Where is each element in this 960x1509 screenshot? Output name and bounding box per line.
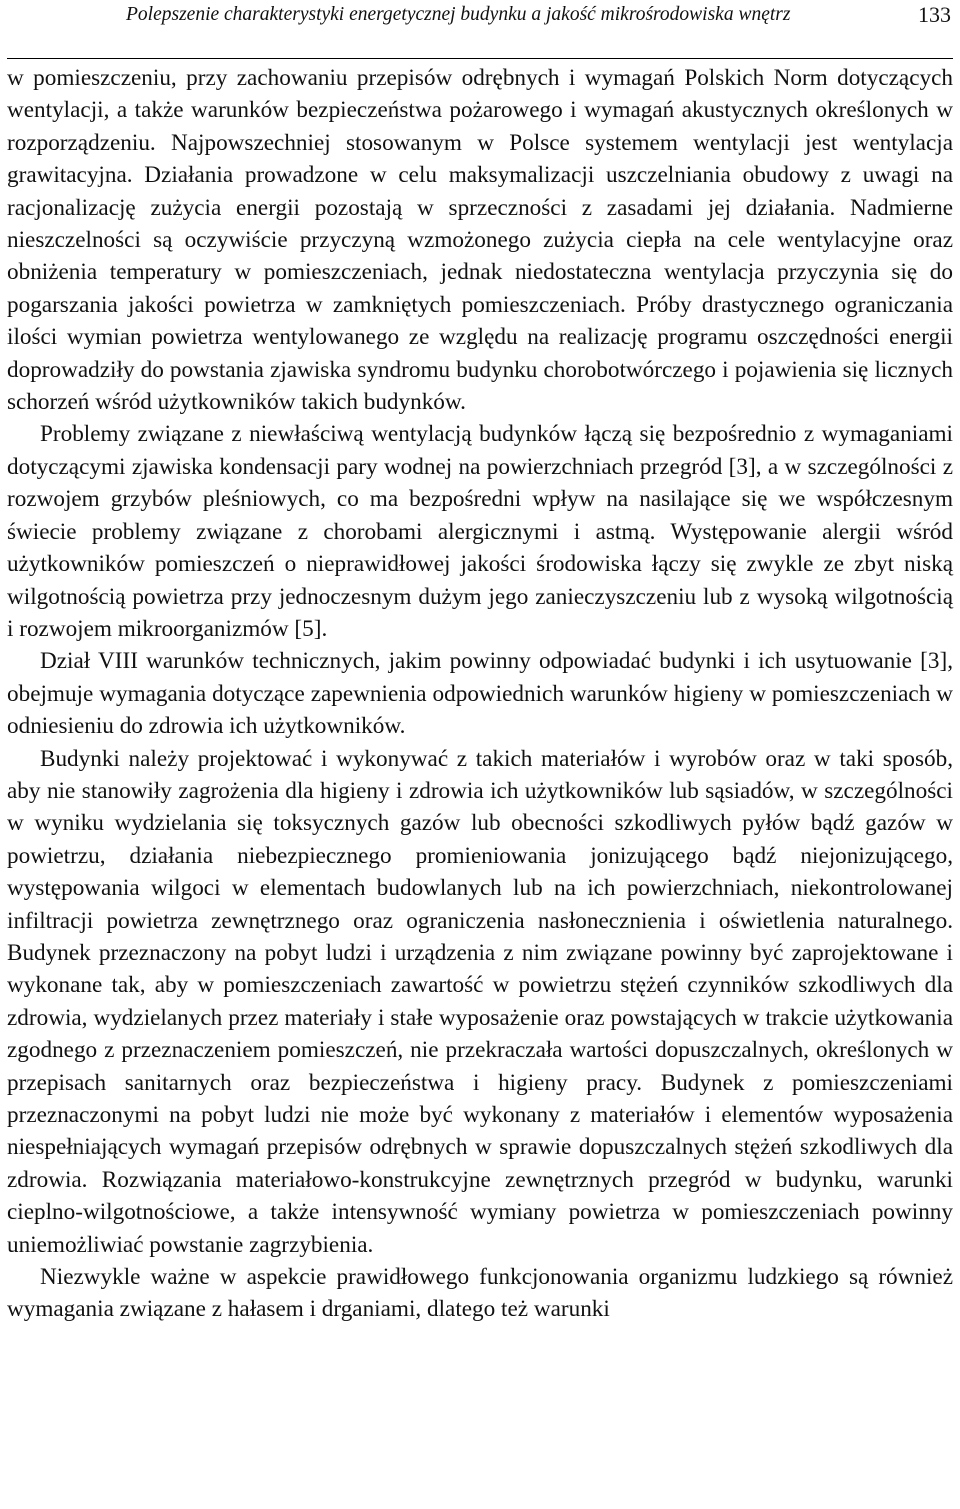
running-header	[7, 0, 953, 59]
paragraph: w pomieszczeniu, przy zachowaniu przepisów odrębnych i wymagań Polskich Norm dotyczących wentylacji, a także warunków bezpieczeństwa pożarowego i wymagań akustycznych określonych w rozporządzeniu. Najpowszechniej stosowanym w Polsce systemem wentylacji jest wentylacja grawitacyjna. Działania prowadzone w celu maksymalizacji uszczelniania obudowy z uwagi na racjonalizację zużycia energii pozostają w sprzeczności z zasadami jej działania. Nadmierne nieszczelności są oczywiście przyczyną wzmożonego zużycia ciepła na cele wentylacyjne oraz obniżenia temperatury w pomieszczeniach, jednak niedostateczna wentylacja przyczynia się do pogarszania jakości powietrza w zamkniętych pomieszczeniach. Próby drastycznego ograniczania ilości wymian powietrza wentylowanego ze względu na realizację programu oszczędności energii doprowadziły do powstania zjawiska syndromu budynku chorobotwórczego i pojawienia się licznych schorzeń wśród użytkowników takich budynków.	[7, 65, 953, 416]
body-text	[7, 62, 953, 1326]
paragraph: Dział VIII warunków technicznych, jakim powinny odpowiadać budynki i ich usytuowanie [3], obejmuje wymagania dotyczące zapewnienia odpowiednich warunków higieny w pomieszczeniach w odniesieniu do zdrowia ich użytkowników.	[7, 648, 953, 740]
running-header-title: Polepszenie charakterystyki energetycznej budynku a jakość mikrośrodowiska wnętrz	[126, 4, 791, 25]
paragraph: Niezwykle ważne w aspekcie prawidłowego funkcjonowania organizmu ludzkiego są również wymagania związane z hałasem i drganiami, dlatego też warunki	[7, 1264, 953, 1323]
paragraph: Problemy związane z niewłaściwą wentylacją budynków łączą się bezpośrednio z wymaganiami dotyczącymi zjawiska kondensacji pary wodnej na powierzchniach przegród [3], a w szczególności z rozwojem grzybów pleśniowych, co ma bezpośredni wpływ na nasilające się we współczesnym świecie problemy związane z chorobami alergicznymi i astmą. Występowanie alergii wśród użytkowników pomieszczeń o nieprawidłowej jakości środowiska łączy się zwykle ze zbyt niską wilgotnością powietrza przy jednoczesnym dużym jego zanieczyszczeniu lub z wysoką wilgotnością i rozwojem mikroorganizmów [5].	[7, 421, 953, 642]
paragraph: Budynki należy projektować i wykonywać z takich materiałów i wyrobów oraz w taki sposób, aby nie stanowiły zagrożenia dla higieny i zdrowia ich użytkowników lub sąsiadów, w szczególności w wyniku wydzielania się toksycznych gazów lub obecności szkodliwych pyłów bądź gazów w powietrzu, działania niebezpiecznego promieniowania jonizującego bądź niejonizującego, występowania wilgoci w elementach budowlanych lub na ich powierzchniach, niekontrolowanej infiltracji powietrza zewnętrznego oraz ograniczenia nasłonecznienia i oświetlenia naturalnego. Budynek przeznaczony na pobyt ludzi i urządzenia z nim związane powinny być zaprojektowane i wykonane tak, aby w pomieszczeniach zawartość w powietrzu stężeń czynników szkodliwych dla zdrowia, wydzielanych przez materiały i stałe wyposażenie oraz powstających w trakcie użytkowania zgodnego z przeznaczeniem pomieszczeń, nie przekraczała wartości dopuszczalnych, określonych w przepisach sanitarnych oraz bezpieczeństwa i higieny pracy. Budynek z pomieszczeniami przeznaczonymi na pobyt ludzi nie może być wykonany z materiałów i elementów wyposażenia niespełniających wymagań przepisów odrębnych w sprawie dopuszczalnych stężeń szkodliwych dla zdrowia. Rozwiązania materiałowo-konstrukcyjne zewnętrznych przegród w budynku, warunki cieplno-wilgotnościowe, a także intensywność wymiany powietrza w pomieszczeniach powinny uniemożliwiać powstanie zagrzybienia.	[7, 745, 953, 1258]
page-number: 133	[918, 2, 951, 27]
